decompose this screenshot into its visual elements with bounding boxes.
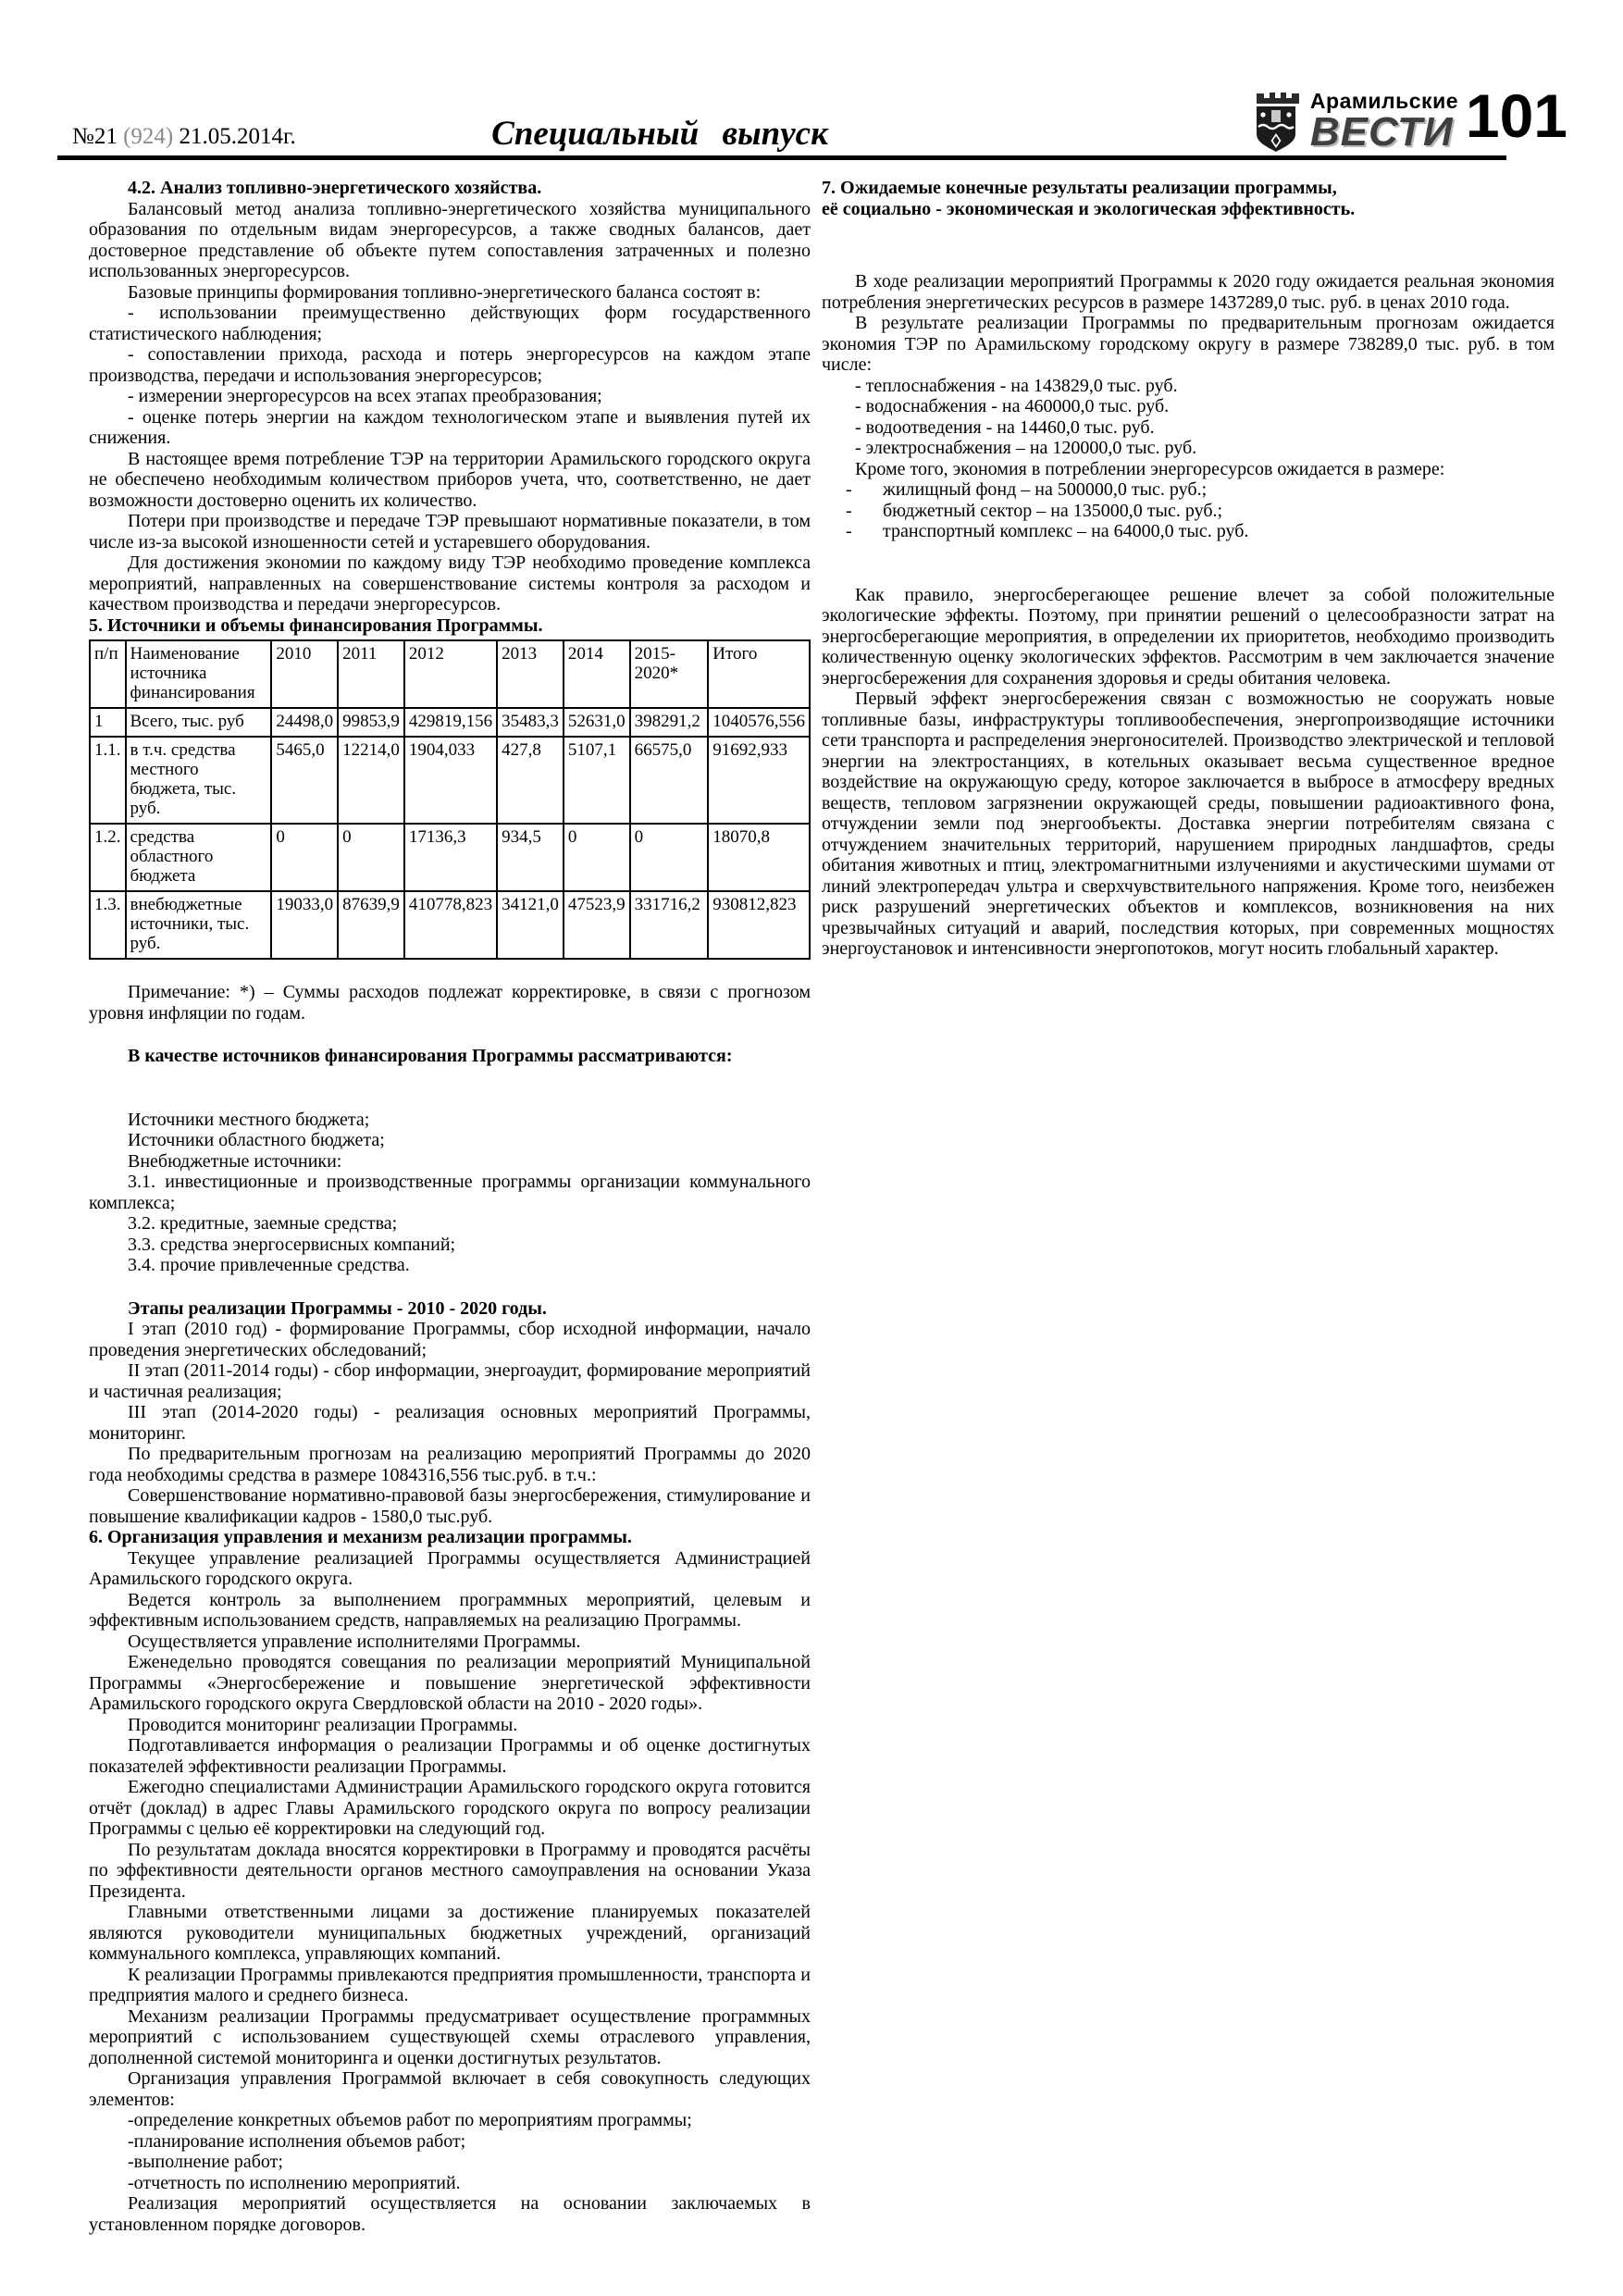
list-item: - теплоснабжения - на 143829,0 тыс. руб.	[855, 375, 1178, 396]
edition-title: Специальный выпуск	[491, 115, 828, 153]
source-item: Источники местного бюджета;	[128, 1109, 370, 1130]
source-item: 3.4. прочие привлеченные средства.	[128, 1255, 410, 1275]
table-header-row	[90, 640, 810, 708]
cell: 1040576,556	[708, 708, 810, 737]
cell: 24498,0	[271, 708, 338, 737]
cell: 427,8	[497, 737, 564, 824]
paragraph: Реализация мероприятий осуществляется на основании заключаемых в установленном порядке договоров.	[89, 2193, 811, 2235]
paragraph: В настоящее время потребление ТЭР на территории Арамильского городского округа не обеспечено необходимым количеством приборов учета, что, соответственно, не дает возможности достоверно оценить их количество.	[89, 448, 811, 511]
cell: 1.3.	[90, 891, 126, 959]
paragraph: В результате реализации Программы по предварительным прогнозам ожидается экономия ТЭР по Арамильскому городскому округу в размере 738289,0 тыс. руб. в том числе:	[822, 313, 1555, 375]
cell: 34121,0	[497, 891, 564, 959]
stage-paragraph: По предварительным прогнозам на реализацию мероприятий Программы до 2020 года необходимы средства в размере 1084316,556 тыс.руб. в т.ч.:	[89, 1444, 811, 1485]
paragraph: Базовые принципы формирования топливно-энергетического баланса состоят в:	[128, 281, 762, 303]
cell: 5465,0	[271, 737, 338, 824]
stages-title: Этапы реализации Программы - 2010 - 2020 годы.	[128, 1297, 547, 1319]
paragraph: Первый эффект энергосбережения связан с возможностью не сооружать новые топливные базы, инфраструктуры топливообеспечения, энергопроизводящие источники сети транспорта и распределения энергоносителей. Производство электрической и тепловой энергии на электростанциях, в котельных оказывает весьма существенное вредное воздействие на окружающую среду, которое заключается в выбросе в атмосферу вредных веществ, тепловом загрязнении окружающей среды, повышении радиоактивного фона, отчуждении земли под энергообъекты. Доставка энергии потребителям связана с отчуждением значительных территорий, нарушением природных ландшафтов, среды обитания животных и птиц, электромагнитными излучениями и акустическими шумами от линий электропередач ультра и сверхчувствительного напряжения. Кроме того, неизбежен риск разрушений энергетических объектов и комплексов, возникновения на них чрезвычайных ситуаций и аварий, последствия которых, при современных мощностях энергоустановок и интенсивности энергопотоков, могут носить глобальный характер.	[822, 689, 1555, 959]
paragraph: В ходе реализации мероприятий Программы к 2020 году ожидается реальная экономия потребления энергетических ресурсов в размере 1437289,0 тыс. руб. в ценах 2010 года.	[822, 271, 1555, 313]
dash-text: транспортный комплекс – на 64000,0 тыс. руб.	[883, 521, 1249, 541]
dash-list-item	[822, 521, 1555, 542]
section-6-title: 6. Организация управления и механизм реализации программы.	[89, 1527, 632, 1547]
cell: 410778,823	[404, 891, 497, 959]
source-item: 3.3. средства энергосервисных компаний;	[128, 1234, 456, 1255]
dash-marker: -	[846, 521, 852, 541]
paragraph: - оценке потерь энергии на каждом технологическом этапе и выявления путей их снижения.	[89, 406, 811, 448]
paragraph: Еженедельно проводятся совещания по реализации мероприятий Муниципальной Программы «Энергосбережение и повышение энергетической эффективности Арамильского городского округа Свердловской области на 2010 - 2020 годы».	[89, 1652, 811, 1714]
cell: в т.ч. средства местного бюджета, тыс. руб.	[126, 737, 272, 824]
paragraph: - измерении энергоресурсов на всех этапах преобразования;	[128, 386, 602, 406]
paragraph: Подготавливается информация о реализации Программы и об оценке достигнутых показателей эффективности реализации Программы.	[89, 1735, 811, 1777]
col-header: 2012	[404, 640, 497, 708]
masthead	[57, 81, 1567, 155]
section-7-title-line2: её социально - экономическая и экологическая эффективность.	[822, 198, 1356, 219]
sources-intro: В качестве источников финансирования Программы рассматриваются:	[128, 1046, 733, 1066]
issue-date: 21.05.2014г.	[179, 124, 296, 149]
table-row	[90, 737, 810, 824]
cell: 35483,3	[497, 708, 564, 737]
masthead-rule	[57, 155, 1506, 160]
paragraph: Ежегодно специалистами Администрации Арамильского городского округа готовится отчёт (доклад) в адрес Главы Арамильского городского округа по вопросу реализации Программы с целью её корректировки на следующий год.	[89, 1777, 811, 1839]
table-row	[90, 708, 810, 737]
paragraph: К реализации Программы привлекаются предприятия промышленности, транспорта и предприятия малого и среднего бизнеса.	[89, 1964, 811, 2005]
cell: 47523,9	[564, 891, 630, 959]
table-row	[90, 891, 810, 959]
cell: 17136,3	[404, 824, 497, 891]
col-header: 2014	[564, 640, 630, 708]
cell: 18070,8	[708, 824, 810, 891]
cell: 12214,0	[338, 737, 404, 824]
cell: 0	[630, 824, 709, 891]
page-number: 101	[1465, 81, 1567, 150]
source-item: Источники областного бюджета;	[128, 1130, 385, 1150]
cell: 331716,2	[630, 891, 709, 959]
dash-list-item	[822, 479, 1555, 501]
paragraph: Ведется контроль за выполнением программных мероприятий, целевым и эффективным использованием средств, направляемых на реализацию Программы.	[89, 1589, 811, 1631]
cell: 1.1.	[90, 737, 126, 824]
stage-paragraph: I этап (2010 год) - формирование Программы, сбор исходной информации, начало проведения энергетических обследований;	[89, 1319, 811, 1360]
paragraph: Организация управления Программой включает в себя совокупность следующих элементов:	[89, 2068, 811, 2110]
right-column	[822, 178, 1555, 960]
cell: 87639,9	[338, 891, 404, 959]
paragraph: Проводится мониторинг реализации Программы.	[128, 1714, 518, 1735]
left-column	[89, 178, 811, 2235]
section-7-title	[822, 178, 1555, 219]
cell: 91692,933	[708, 737, 810, 824]
source-item: 3.1. инвестиционные и производственные программы организации коммунального комплекса;	[89, 1172, 811, 1213]
list-item: - водоснабжения - на 460000,0 тыс. руб.	[855, 396, 1170, 416]
col-header: Итого	[708, 640, 810, 708]
cell: 52631,0	[564, 708, 630, 737]
cell: 5107,1	[564, 737, 630, 824]
dash-marker: -	[846, 500, 852, 521]
stage-paragraph: III этап (2014-2020 годы) - реализация основных мероприятий Программы, мониторинг.	[89, 1402, 811, 1444]
cell: 934,5	[497, 824, 564, 891]
cell: 1.2.	[90, 824, 126, 891]
dash-list-item	[822, 501, 1555, 522]
stage-paragraph: Совершенствование нормативно-правовой базы энергосбережения, стимулирование и повышение квалификации кадров - 1580,0 тыс.руб.	[89, 1485, 811, 1527]
paragraph: Кроме того, экономия в потреблении энергоресурсов ожидается в размере:	[855, 458, 1445, 479]
cell: 1904,033	[404, 737, 497, 824]
list-item: - электроснабжения – на 120000,0 тыс. руб.	[855, 438, 1197, 458]
list-item: - водоотведения - на 14460,0 тыс. руб.	[855, 416, 1155, 438]
col-header: Наименование источника финансирования	[126, 640, 272, 708]
source-item: 3.2. кредитные, заемные средства;	[128, 1213, 398, 1234]
cell: 429819,156	[404, 708, 497, 737]
paragraph: Осуществляется управление исполнителями Программы.	[128, 1631, 581, 1652]
issue-number: №21	[72, 124, 118, 149]
cell: 0	[271, 824, 338, 891]
list-item: -выполнение работ;	[128, 2152, 283, 2172]
financing-table	[89, 639, 811, 960]
issue-in-year: (924)	[123, 124, 174, 149]
section-7-title-line1: 7. Ожидаемые конечные результаты реализации программы,	[822, 178, 1337, 198]
cell: внебюджетные источники, тыс. руб.	[126, 891, 272, 959]
dash-text: бюджетный сектор – на 135000,0 тыс. руб.;	[883, 500, 1223, 521]
list-item: -отчетность по исполнению мероприятий.	[128, 2172, 461, 2193]
paragraph: - использовании преимущественно действующих форм государственного статистического наблюдения;	[89, 303, 811, 344]
brand-name-top: Арамильские	[1309, 89, 1458, 113]
cell: 19033,0	[271, 891, 338, 959]
cell: 930812,823	[708, 891, 810, 959]
col-header: 2015-2020*	[630, 640, 709, 708]
dash-text: жилищный фонд – на 500000,0 тыс. руб.;	[883, 479, 1208, 500]
city-emblem-icon	[1251, 89, 1301, 158]
paragraph: Потери при производстве и передаче ТЭР превышают нормативные показатели, в том числе из-за высокой изношенности сетей и устаревшего оборудования.	[89, 511, 811, 552]
paragraph: Текущее управление реализацией Программы осуществляется Администрацией Арамильского городского округа.	[89, 1547, 811, 1589]
list-item: -определение конкретных объемов работ по мероприятиям программы;	[128, 2110, 692, 2130]
paragraph: Как правило, энергосберегающее решение влечет за собой положительные экологические эффекты. Поэтому, при принятии решений о целесообразности затрат на энергосберегающие мероприятия, в определении их приоритетов, необходимо производить количественную оценку экологических эффектов. Рассмотрим в чем заключается значение энергосбережения для сохранения здоровья и среды обитания человека.	[822, 584, 1555, 689]
col-header: 2010	[271, 640, 338, 708]
brand-text	[1309, 89, 1458, 155]
cell: 1	[90, 708, 126, 737]
cell: 0	[338, 824, 404, 891]
list-item: -планирование исполнения объемов работ;	[128, 2130, 466, 2152]
table-note: Примечание: *) – Суммы расходов подлежат корректировке, в связи с прогнозом уровня инфляции по годам.	[89, 982, 811, 1024]
section-5-title: 5. Источники и объемы финансирования Программы.	[89, 614, 543, 636]
cell: 398291,2	[630, 708, 709, 737]
source-item: Внебюджетные источники:	[128, 1150, 342, 1172]
cell: Всего, тыс. руб	[126, 708, 272, 737]
newspaper-brand	[1251, 89, 1458, 158]
brand-name-bottom: ВЕСТИ	[1309, 109, 1454, 155]
cell: 99853,9	[338, 708, 404, 737]
col-header: п/п	[90, 640, 126, 708]
col-header: 2013	[497, 640, 564, 708]
col-header: 2011	[338, 640, 404, 708]
paragraph: По результатам доклада вносятся корректировки в Программу и проводятся расчёты по эффективности деятельности органов местного самоуправления на основании Указа Президента.	[89, 1839, 811, 1902]
section-4-2-title: 4.2. Анализ топливно-энергетического хозяйства.	[128, 178, 542, 198]
paragraph: Балансовый метод анализа топливно-энергетического хозяйства муниципального образования по отдельным видам энергоресурсов, а также сводных балансов, дает достоверное представление об объекте путем сопоставления затраченных и полезно использованных энергоресурсов.	[89, 198, 811, 281]
table-row	[90, 824, 810, 891]
stage-paragraph: II этап (2011-2014 годы) - сбор информации, энергоаудит, формирование мероприятий и частичная реализация;	[89, 1360, 811, 1402]
paragraph: Для достижения экономии по каждому виду ТЭР необходимо проведение комплекса мероприятий, направленных на совершенствование системы контроля за расходом и качеством производства и передачи энергоресурсов.	[89, 552, 811, 614]
paragraph: - сопоставлении прихода, расхода и потерь энергоресурсов на каждом этапе производства, передачи и использования энергоресурсов;	[89, 344, 811, 386]
cell: средства областного бюджета	[126, 824, 272, 891]
dash-marker: -	[846, 479, 852, 500]
cell: 66575,0	[630, 737, 709, 824]
cell: 0	[564, 824, 630, 891]
paragraph: Главными ответственными лицами за достижение планируемых показателей являются руководители муниципальных бюджетных учреждений, организаций коммунального комплекса, управляющих компаний.	[89, 1902, 811, 1964]
paragraph: Механизм реализации Программы предусматривает осуществление программных мероприятий с использованием существующей схемы отраслевого управления, дополненной системой мониторинга и оценки достигнутых результатов.	[89, 2005, 811, 2068]
